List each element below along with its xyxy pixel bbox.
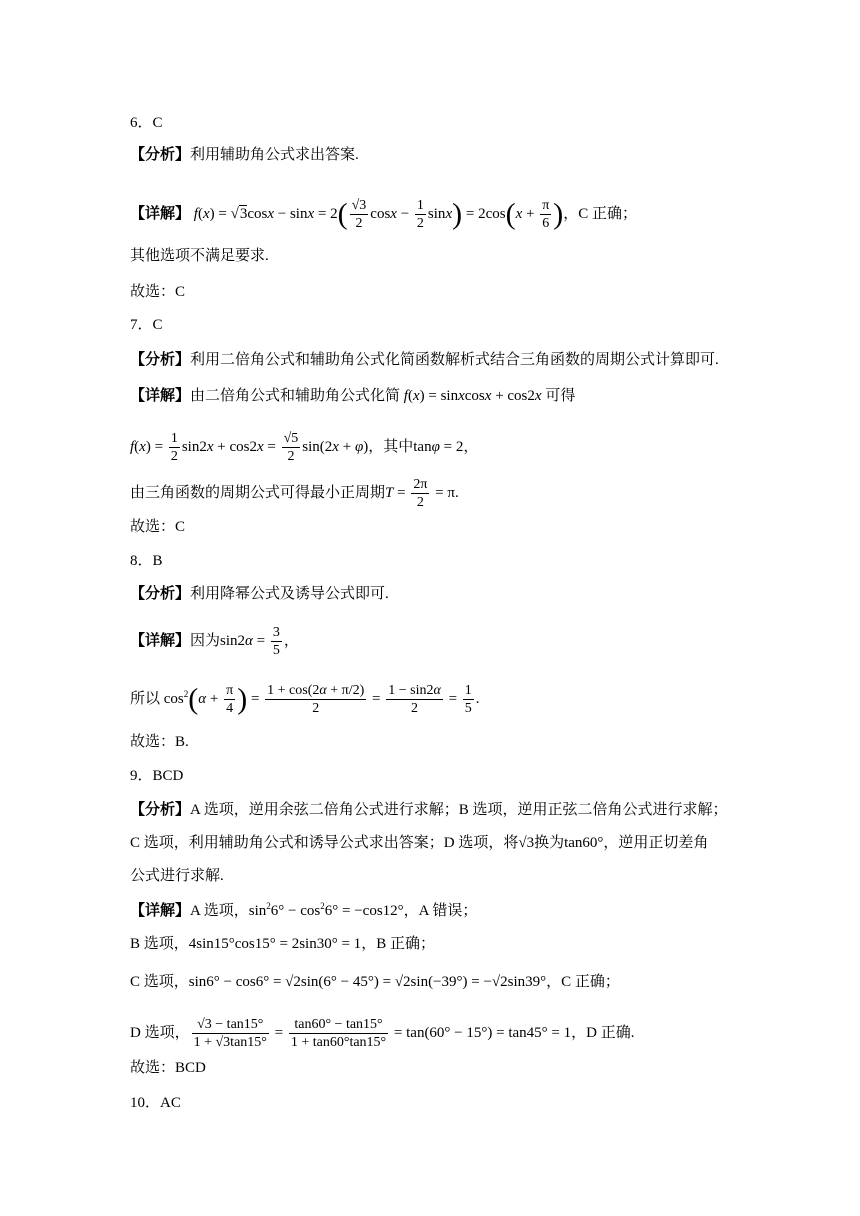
analysis-line2b: 换为 xyxy=(534,835,565,851)
analysis-text: 利用辅助角公式求出答案. xyxy=(190,147,359,163)
formula-8a: sin2α = $\frac{3}{5}$ ， xyxy=(220,625,299,658)
analysis-text: 利用降幂公式及诱导公式即可. xyxy=(190,586,389,602)
analysis-line1: A 选项，逆用余弦二倍角公式进行求解；B 选项，逆用正弦二倍角公式进行求解； xyxy=(190,802,728,818)
answer-9: 9．BCD xyxy=(130,768,184,784)
formula-7b: f(x) = $\frac{1}{2}$ sin2x + cos2x = $\frac{√5}{2}$ sin(2x + φ) xyxy=(130,431,369,464)
analysis-line2c: ，逆用正切差角 xyxy=(603,835,709,851)
choice-9: 故选：BCD xyxy=(130,1060,206,1076)
option-b-head: B 选项， xyxy=(130,936,189,952)
detail-8-line2 xyxy=(130,682,750,717)
option-d-head: D 选项， xyxy=(130,1024,190,1041)
analysis-9 xyxy=(130,800,750,820)
detail-tail: ，C 正确； xyxy=(563,205,638,222)
detail-head: 由二倍角公式和辅助角公式化简 xyxy=(190,388,401,404)
detail-9-a: 【详解】A 选项，$\sin^26^\circ - \cos^26^\circ = -\cos 12^\circ$，A 错误； xyxy=(130,901,478,919)
analysis-tag: 【分析】 xyxy=(130,802,191,818)
detail-9-c: C 选项，sin6° − cos6° = √2sin(6° − 45°) = √2sin(−39°) = −√2sin39°，C 正确； xyxy=(130,974,620,990)
detail-7-line2: f(x) = $\frac{1}{2}$ sin2x + cos2x = $\frac{√5}{2}$ sin(2x + φ)，其中tanφ = 2， xyxy=(130,431,479,464)
formula-7a: f(x) = sinxcosx + cos2x xyxy=(403,388,542,404)
option-c-head: C 选项， xyxy=(130,974,189,990)
analysis-8 xyxy=(130,584,750,604)
formula-8b: $\cos^2(\alpha$ + $\frac{\pi}{4}$ ) = $\frac{1 + \cos(2\alpha + \pi/2)}{2}$ = $\frac{1 - \sin 2\alpha}{2}$ = $\frac{1}{5}$ . xyxy=(163,682,480,716)
option-d-tail: ，D 正确. xyxy=(571,1024,635,1041)
analysis-line2a: C 选项，利用辅助角公式和诱导公式求出答案；D 选项，将 xyxy=(130,835,519,851)
detail-9-b: B 选项，4sin15°cos15° = 2sin30° = 1，B 正确； xyxy=(130,936,435,952)
option-c-tail: ，C 正确； xyxy=(546,974,620,990)
analysis-tag: 【分析】 xyxy=(130,586,191,602)
analysis-6 xyxy=(130,145,750,165)
detail-tag: 【详解】 xyxy=(130,903,191,919)
analysis-9-line2: C 选项，利用辅助角公式和诱导公式求出答案；D 选项，将√3换为tan60°，逆用正切差角 xyxy=(130,835,709,851)
detail-head: 因为 xyxy=(190,632,221,649)
analysis-tag: 【分析】 xyxy=(130,352,191,368)
analysis-tag: 【分析】 xyxy=(130,147,191,163)
analysis-7 xyxy=(130,350,750,370)
answer-7: 7．C xyxy=(130,317,163,333)
answer-10: 10．AC xyxy=(130,1095,181,1111)
suoyi: 所以 xyxy=(130,690,161,707)
detail-tag: 【详解】 xyxy=(130,205,191,222)
analysis-text: 利用二倍角公式和辅助角公式化简函数解析式结合三角函数的周期公式计算即可. xyxy=(190,352,719,368)
detail-period-head: 由三角函数的周期公式可得最小正周期 xyxy=(130,484,386,501)
detail-7 xyxy=(130,386,750,406)
analysis-9-line3: 公式进行求解. xyxy=(130,868,224,884)
detail-mid2: ，其中 xyxy=(368,438,414,455)
choice-8: 故选：B. xyxy=(130,734,189,750)
choice-7: 故选：C xyxy=(130,519,186,535)
detail-9-d: D 选项， $\frac{√3 - \tan 15^\circ}{1 + √3\tan 15^\circ}$ = $\frac{\tan 60^\circ - \tan 15^\circ}{1 + \tan 60^\circ\tan 15^\circ}$ = tan(60° − 15°) = tan45° = 1，D 正确. xyxy=(130,1017,635,1050)
answer-8: 8．B xyxy=(130,553,163,569)
other-options-6: 其他选项不满足要求. xyxy=(130,248,269,264)
formula-7c: T = $\frac{2\pi}{2}$ = π. xyxy=(385,477,459,510)
option-a-head: A 选项， xyxy=(190,903,249,919)
choice-6: 故选：C xyxy=(130,284,186,300)
detail-6 xyxy=(130,197,750,232)
formula-6: f(x) = √3cosx − sinx = 2( $\frac{√3}{2}$ cosx − $\frac{1}{2}$ sinx) = 2cos(x + $\frac{\pi}{6}$ ) xyxy=(193,197,564,231)
detail-mid: 可得 xyxy=(545,388,576,404)
answer-6: 6．C xyxy=(130,115,163,131)
detail-tag: 【详解】 xyxy=(130,632,191,649)
detail-tag: 【详解】 xyxy=(130,388,191,404)
option-a-tail: ，A 错误； xyxy=(403,903,478,919)
detail-7-line3 xyxy=(130,476,750,511)
detail-8 xyxy=(130,624,750,659)
option-b-tail: ，B 正确； xyxy=(361,936,435,952)
